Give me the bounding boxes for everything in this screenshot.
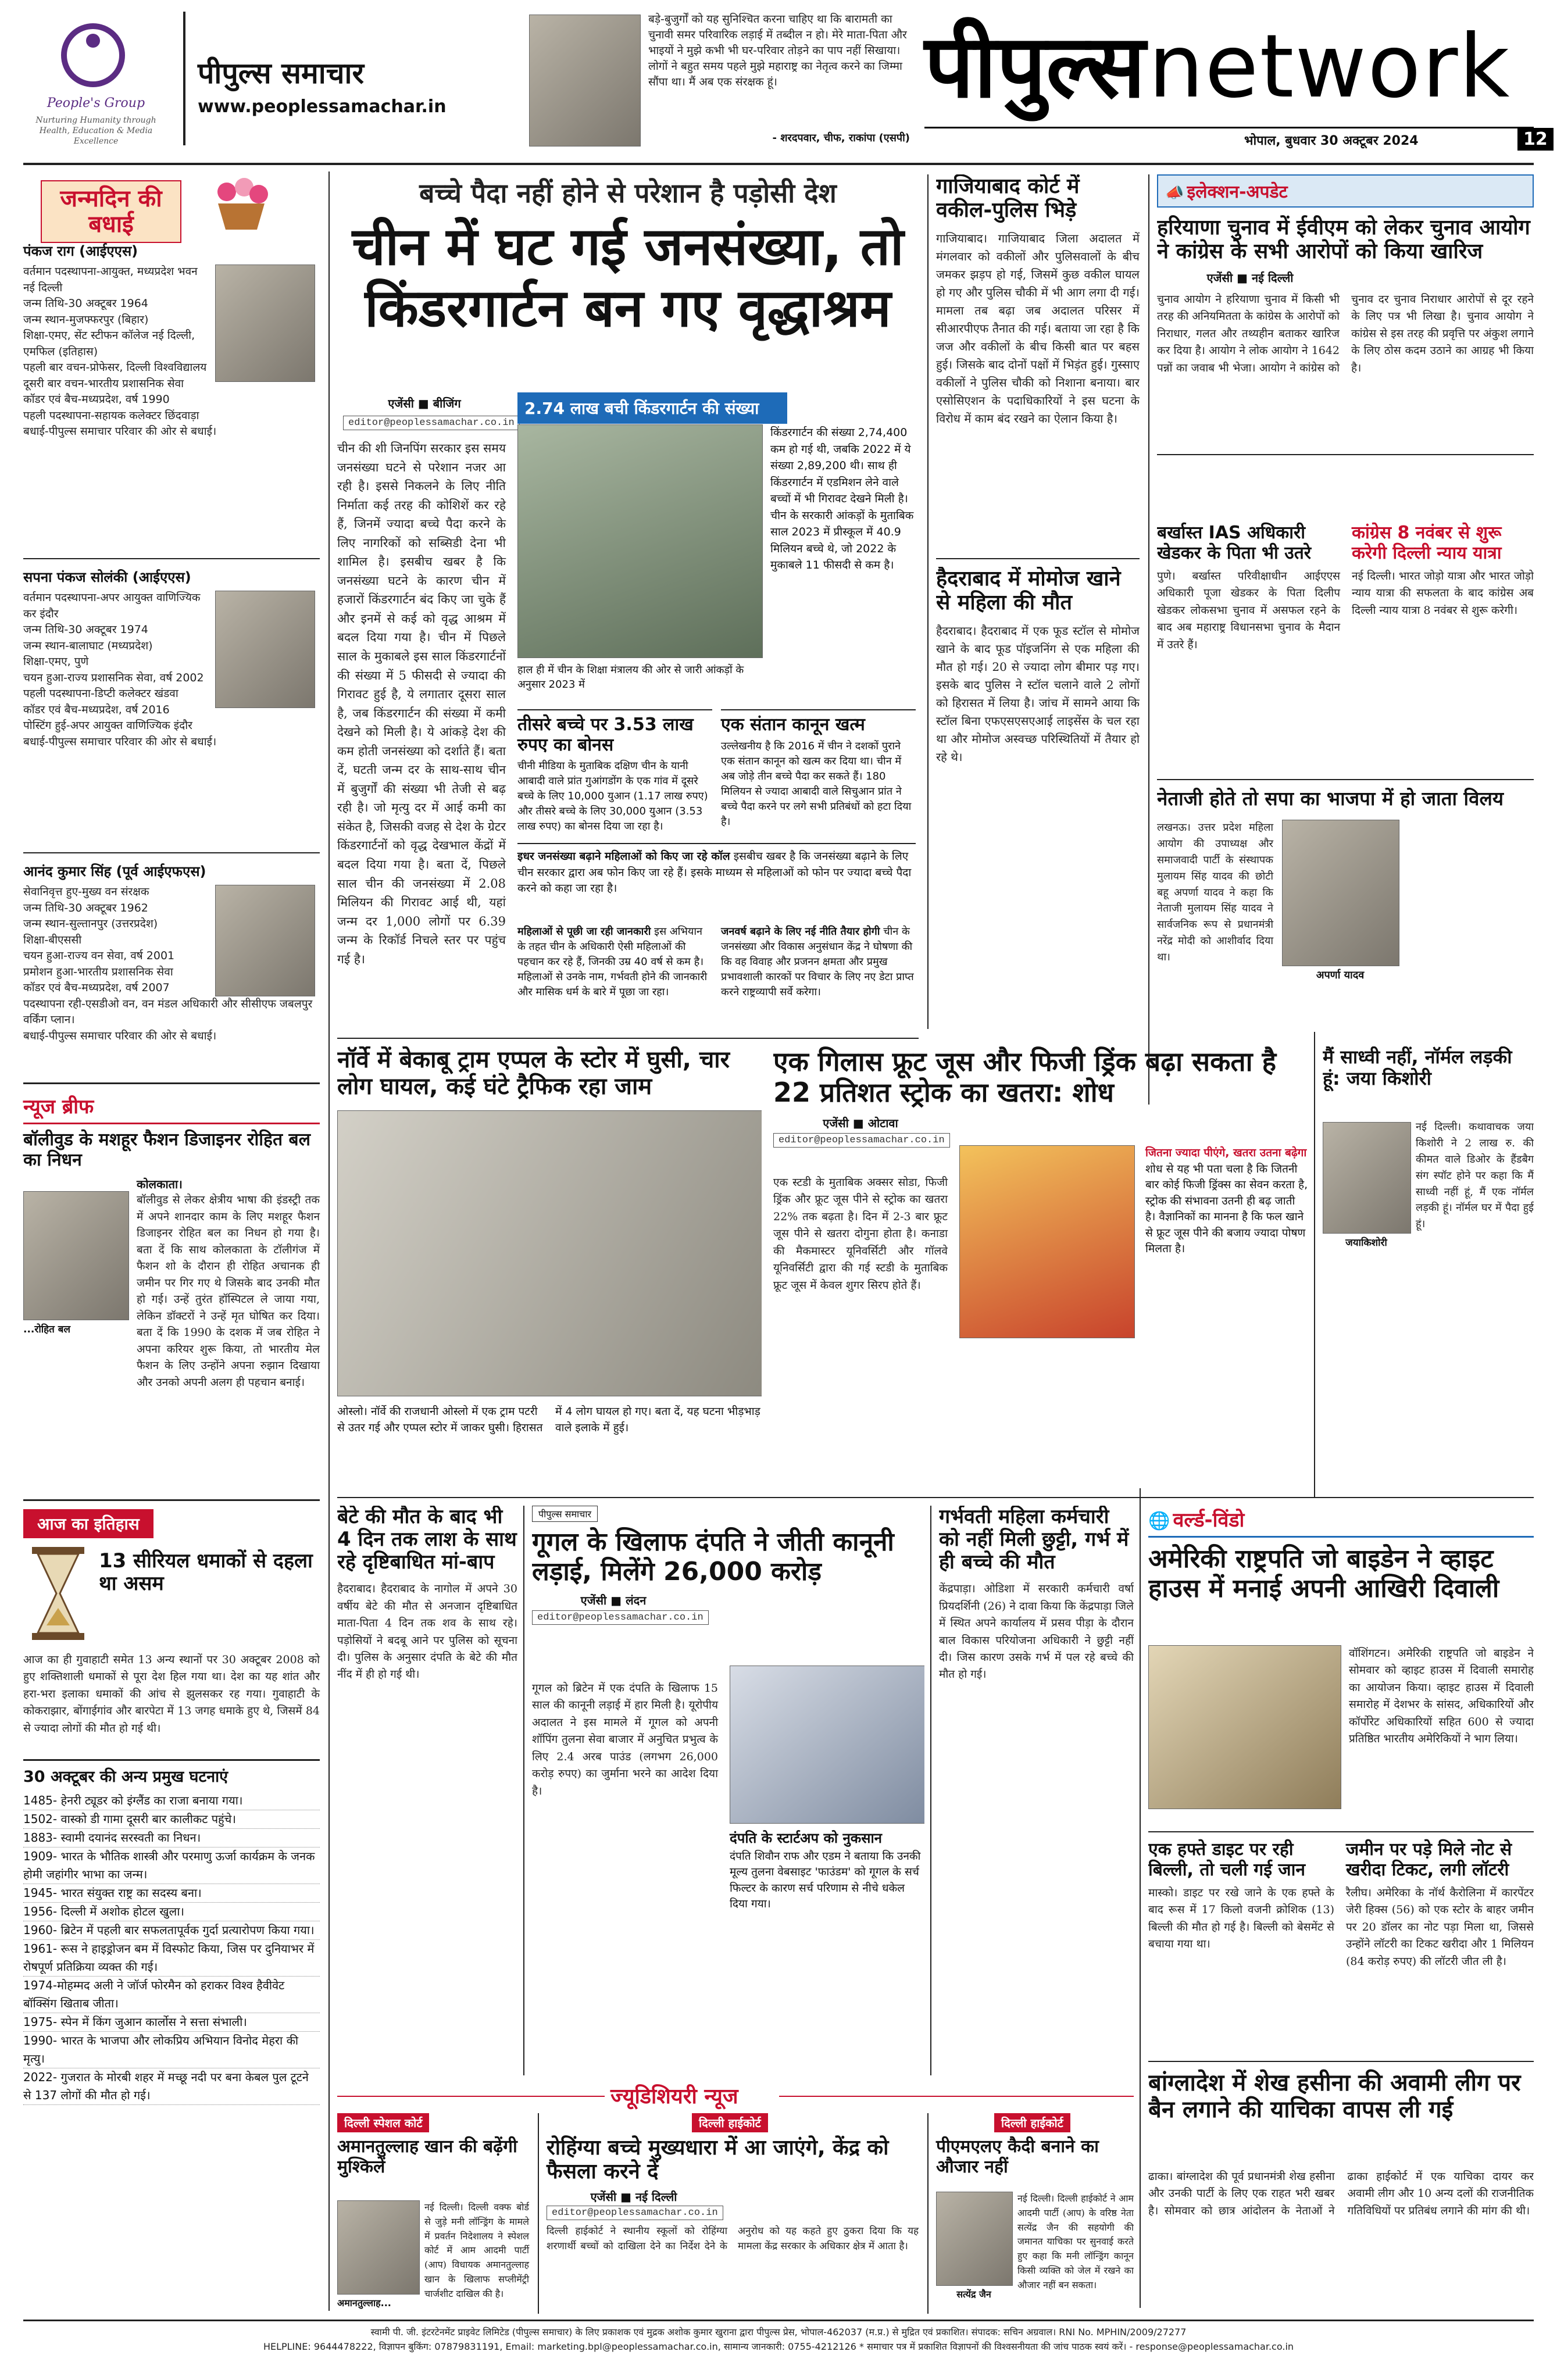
group-logo <box>23 12 169 151</box>
title-hindi: पीपुल्स <box>924 16 1146 117</box>
kishori-body: नई दिल्ली। कथावाचक जया किशोरी ने 2 लाख रु. की कीमत वाले डिओर के हैंडबैग संग स्पॉट होने पर कहा कि मैं साध्वी नहीं हूं, मैं एक नॉर्मल लड़की हूं। नॉर्मल घर में पैदा हुई हूं। <box>1416 1121 1534 1231</box>
sub1-title: तीसरे बच्चे पर 3.53 लाख रुपए का बोनस <box>517 714 694 755</box>
lottery-story <box>1346 1840 1534 1970</box>
event-item: 1974-मोहम्मद अली ने जॉर्ज फोरमैन को हराकर विश्व हैवीवेट बॉक्सिंग खिताब जीता। <box>23 1977 320 2013</box>
biden-diwali-photo <box>1148 1645 1341 1809</box>
globe-icon: 🌐 <box>1148 1511 1170 1531</box>
china-kicker: बच्चे पैदा नहीं होने से परेशान है पड़ोसी देश <box>419 177 837 209</box>
google-byline: एजेंसी ■ लंदन <box>580 1593 647 1608</box>
pregnant-story <box>939 1506 1134 2075</box>
google-headline: गूगल के खिलाफ दंपति ने जीती कानूनी लड़ाई, मिलेंगे 26,000 करोड़ <box>532 1527 894 1586</box>
event-item: 1485- हेनरी ट्यूडर को इंग्लैंड का राजा बनाया गया। <box>23 1792 320 1810</box>
world-title: वर्ल्ड-विंडो <box>1173 1509 1245 1532</box>
detail-line: जन्म स्थान-बालाघाट (मध्यप्रदेश) <box>23 639 153 652</box>
ghaziabad-story <box>936 174 1140 552</box>
election-sub2-title: कांग्रेस 8 नवंबर से शुरू करेगी दिल्ली न्याय यात्रा <box>1352 523 1502 563</box>
col-b <box>721 924 916 1000</box>
election-sub1-title: बर्खास्त IAS अधिकारी खेडकर के पिता भी उतरे <box>1157 523 1312 563</box>
paper-small-logo <box>198 52 517 117</box>
detail-line: शिक्षा-बीएससी <box>23 933 82 946</box>
detail-line: सेवानिवृत्त हुए-मुख्य वन संरक्षक <box>23 885 149 898</box>
china-headline: चीन में घट गई जनसंख्या, तो किंडरगार्टन बन गए वृद्धाश्रम <box>352 216 904 340</box>
col-a-title: महिलाओं से पूछी जा रही जानकारी <box>517 925 651 938</box>
google-story <box>532 1506 924 2075</box>
world-title-bar <box>1148 1506 1534 1538</box>
china-body: चीन की शी जिनपिंग सरकार इस समय जनसंख्या घटने से परेशान नजर आ रही है। इससे निकलने के लिए नीति निर्माता कई तरह की कोशिशें कर रहे हैं, जिनमें ज्यादा बच्चे पैदा करने के लिए नागरिकों को सब्सिडी देना भी शामिल है। इसबीच खबर है कि जनसंख्या घटने के कारण चीन में हजारों किंडरगार्टन बंद किए जा चुके हैं और इनमें से कई को वृद्ध आश्रम में बदल दिया गया है। चीन में पिछले साल के मुकाबले इस साल किंडरगार्टनों की संख्या में 5 फीसदी से ज्यादा की गिरावट हुई है, ये लगातार दूसरा साल है, जब किंडरगार्टन की संख्या में कमी देखने को मिली है। ये आंकड़े देश की कम होती जनसंख्या को दर्शाते हैं। बता दें, घटती जन्म दर के साथ-साथ चीन में बुजुर्गों की संख्या भी तेजी से बढ़ रही है। जो मृत्यु दर में आई कमी का संकेत है, जिसकी वजह से देश के ग्रेटर किंडरगार्टनों को वृद्ध देखभाल केंद्रों में बदल दिया गया है। बता दें, पिछले साल चीन की जनसंख्या में 2.08 मिलियन की गिरावट आई थी, यहां जन्म दर 1,000 लोगों पर 6.39 जन्म के रिकॉर्ड निचले स्तर पर पहुंच गई है। <box>337 441 506 966</box>
world-section <box>1148 1506 1534 2314</box>
google-caption <box>730 1828 924 1913</box>
flower-basket-icon <box>209 174 273 233</box>
footer-line-2: HELPLINE: 9644478222, विज्ञापन बुकिंग: 07879831191, Email: marketing.bpl@peoplessamachar.co.in, सामान्य जानकारी: 0755-4212126 * समाचार पत्र में प्रकाशित विज्ञापनों की विश्वसनीयता की जांच पाठक स्वयं करें। - response@peoplessamachar.co.in <box>263 2340 1294 2352</box>
event-item: 1975- स्पेन में किंग जुआन कार्लोस ने सत्ता संभाली। <box>23 2013 320 2032</box>
sub2-box <box>721 709 916 832</box>
detail-line: कॉडर एवं बैच-मध्यप्रदेश, वर्ष 1990 <box>23 393 170 406</box>
footer-line-1: स्वामी पी. जी. इंटरटेनमेंट प्राइवेट लिमिटेड (पीपुल्स समाचार) के लिए प्रकाशक एवं मुद्रक अशोक कुमार खुराना द्वारा पीपुल्स प्रेस, भोपाल-462037 (म.प्र.) से मुद्रित एवं प्रकाशित। संपादक: सचिन अग्रवाल। RNI No. MPHIN/2009/27277 <box>370 2327 1187 2338</box>
election-sub2-body: नई दिल्ली। भारत जोड़ो यात्रा और भारत जोड़ो न्याय यात्रा की सफलता के बाद कांग्रेस अब दिल्ली न्याय यात्रा 8 नवंबर से शुरू करेगी। <box>1352 570 1534 617</box>
event-item: 1990- भारत के भाजपा और लोकप्रिय अभियान विनोद मेहरा की मृत्यु। <box>23 2032 320 2068</box>
juice-byline: एजेंसी ■ ओटावा <box>823 1116 898 1130</box>
group-tagline: Nurturing Humanity through Health, Education & Media Excellence <box>35 116 156 146</box>
c2-email: editor@peoplessamachar.co.in <box>547 2206 723 2220</box>
google-label: पीपुल्स समाचार <box>532 1506 598 1522</box>
world-body: वॉशिंगटन। अमेरिकी राष्ट्रपति जो बाइडेन ने सोमवार को व्हाइट हाउस में दिवाली समारोह का आयोजन किया। व्हाइट हाउस में दिवाली समारोह में देशभर के सांसद, अधिकारियों और कॉर्पोरेट अधिकारियों सहित 600 से ज्यादा प्रतिष्ठित भारतीय अमेरिकियों ने भाग लिया। <box>1349 1647 1534 1746</box>
calls-strip-body: इसबीच खबर है कि जनसंख्या बढ़ाने के लिए चीन सरकार द्वारा अब फोन किए जा रहे हैं। इसके माध्यम से महिलाओं को फोन पर ज्यादा बच्चे पैदा करने को कहा जा रहा है। <box>517 850 912 895</box>
detail-line: कॉडर एवं बैच-मध्यप्रदेश, वर्ष 2007 <box>23 981 170 995</box>
google-caption-body: दंपति शिवौन राफ और एडम ने बताया कि उनकी मूल्य तुलना वेबसाइट 'फाउंडम' को गूगल के सर्च फिल्टर के कारण सर्च परिणाम से नीचे धकेल दिया गया। <box>730 1849 921 1911</box>
china-story <box>337 174 919 1029</box>
megaphone-icon: 📣 <box>1165 184 1184 202</box>
lottery-body: रैलीघ। अमेरिका के नॉर्थ कैरोलिना में कारपेंटर जेरी हिक्स (56) को एक स्टोर के बाहर जमीन पर 20 डॉलर का नोट पड़ा मिला था, जिससे उन्होंने लॉटरी का टिकट खरीदा और 1 मिलियन (84 करोड़ रुपए) की लॉटरी जीत ली है। <box>1346 1886 1534 1968</box>
sub1-box <box>517 709 712 832</box>
event-item: 1502- वास्को डी गामा दूसरी बार कालीकट पहुंचे। <box>23 1810 320 1829</box>
detail-line: बधाई-पीपुल्स समाचार परिवार की ओर से बधाई। <box>23 735 217 748</box>
hyderabad-body: हैदराबाद। हैदराबाद में एक फूड स्टॉल से मोमोज खाने के बाद फूड पॉइजनिंग से एक महिला की मौत हो गई। 20 से ज्यादा लोग बीमार पड़ गए। इसके बाद पुलिस ने स्टॉल चलाने वाले 2 लोगों को हिरासत में लिया है। जांच में सामने आया कि स्टॉल बिना एफएसएसएआई लाइसेंस के चल रहा था और मोमोज अस्वच्छ परिस्थितियों में तैयार हो रहे थे। <box>936 623 1140 764</box>
c1-body: नई दिल्ली। दिल्ली वक्फ बोर्ड से जुड़े मनी लॉन्ड्रिंग के मामले में प्रवर्तन निदेशालय ने स्पेशल कोर्ट में आम आदमी पार्टी (आप) विधायक अमानतुल्लाह खान के खिलाफ सप्लीमेंट्री चार्जशीट दाखिल की है। <box>424 2202 529 2299</box>
kishori-headline: मैं साध्वी नहीं, नॉर्मल लड़की हूं: जया किशोरी <box>1323 1046 1512 1089</box>
detail-line: प्रमोशन हुआ-भारतीय प्रशासनिक सेवा <box>23 965 173 978</box>
events-list <box>23 1792 320 2105</box>
juice-story <box>773 1046 1308 1488</box>
detail-line: जन्म तिथि-30 अक्टूबर 1964 <box>23 297 148 310</box>
birthday-person-3 <box>23 862 320 1082</box>
lottery-headline: जमीन पर पड़े मिले नोट से खरीदा टिकट, लगी लॉटरी <box>1346 1839 1512 1880</box>
parents-story <box>337 1506 517 2075</box>
juice-side-title: जितना ज्यादा पीएंगे, खतरा उतना बढ़ेगा <box>1145 1146 1307 1159</box>
event-item: 2022- गुजरात के मोरबी शहर में मच्छू नदी पर बना केबल पुल टूटने से 137 लोगों की मौत हो गई। <box>23 2068 320 2105</box>
tram-headline: नॉर्वे में बेकाबू ट्राम एप्पल के स्टोर में घुसी, चार लोग घायल, कई घंटे ट्रैफिक रहा जाम <box>337 1046 730 1100</box>
c1-caption: अमानतुल्लाह... <box>337 2297 391 2308</box>
ghaziabad-body: गाजियाबाद। गाजियाबाद जिला अदालत में मंगलवार को वकीलों और पुलिसवालों के बीच जमकर झड़प हो गई, जिसमें कुछ वकील घायल हो गए और पुलिस चौकी में भी आग लगा दी गई। मामला तब बढ़ा जब अदालत परिसर में सीआरपीएफ तैनात की गई। बताया जा रहा है कि जज और वकीलों के बीच किसी बात पर बहस हुई। जिसके बाद दोनों पक्षों में भिड़ंत हुई। गुस्साए वकीलों ने पुलिस चौकी को निशाना बनाया। बार एसोसिएशन के पदाधिकारियों ने इस घटना के विरोध में काम बंद रखने का ऐलान किया है। <box>936 231 1140 426</box>
china-infobox-title: 2.74 लाख बची किंडरगार्टन की संख्या <box>517 392 787 424</box>
quote-box <box>529 12 913 151</box>
google-caption-title: दंपति के स्टार्टअप को नुकसान <box>730 1830 882 1846</box>
paper-small-title: पीपुल्स समाचार <box>198 56 364 90</box>
parents-body: हैदराबाद। हैदराबाद के नागोल में अपने 30 वर्षीय बेटे की मौत से अनजान दृष्टिबाधित माता-पिता 4 दिन तक शव के साथ रहे। पड़ोसियों ने बदबू आने पर पुलिस को सूचना दी। पुलिस के अनुसार दंपति के बेटे की मौत नींद में ही हो गई थी। <box>337 1582 517 1681</box>
c3-caption: सत्येंद्र जैन <box>956 2289 991 2300</box>
col-b-title: जनवर्ष बढ़ाने के लिए नई नीति तैयार होगी <box>721 925 880 938</box>
tram-photo <box>337 1110 762 1396</box>
c3-body: नई दिल्ली। दिल्ली हाईकोर्ट ने आम आदमी पार्टी (आप) के वरिष्ठ नेता सत्येंद्र जैन की सहयोगी की जमानत याचिका पर सुनवाई करते हुए कहा कि मनी लॉन्ड्रिंग कानून किसी व्यक्ति को जेल में रखने का औजार नहीं बन सकता। <box>1017 2193 1134 2290</box>
news-brief <box>23 1092 320 1499</box>
news-brief-title: न्यूज ब्रीफ <box>23 1092 320 1124</box>
person-name: पंकज राग (आईएएस) <box>23 243 138 259</box>
event-item: 1960- ब्रिटेन में पहली बार सफलतापूर्वक गुर्दा प्रत्यारोपण किया गया। <box>23 1921 320 1940</box>
detail-line: दूसरी बार वचन-भारतीय प्रशासनिक सेवा <box>23 377 184 390</box>
cat-body: मास्को। डाइट पर रखे जाने के एक हफ्ते के बाद रूस में 17 किलो वजनी क्रोशिक (13) बिल्ली की मौत हो गई है। बिल्ली को बेसमेंट से बचाया गया था। <box>1148 1886 1334 1951</box>
detail-line: बधाई-पीपुल्स समाचार परिवार की ओर से बधाई। <box>23 1029 217 1042</box>
china-infobox-text: किंडरगार्टन की संख्या 2,74,400 कम हो गई थी, जबकि 2022 में ये संख्या 2,89,200 थी। साथ ही किंडरगार्टन में एडमिशन लेने वाले बच्चों में भी गिरावट देखने मिली है। चीन के सरकारी आंकड़ों के मुताबिक साल 2023 में प्रीस्कूल में 40.9 मिलियन बच्चे थे, जो 2022 के मुकाबले 11 फीसदी से कम है। <box>770 426 914 571</box>
c3-headline: पीएमएलए कैदी बनाने का औजार नहीं <box>936 2136 1099 2177</box>
hyderabad-headline: हैदराबाद में मोमोज खाने से महिला की मौत <box>936 567 1121 615</box>
judiciary-title: ज्यूडिशियरी न्यूज <box>610 2085 738 2109</box>
history-body: आज का ही गुवाहाटी समेत 13 अन्य स्थानों पर 30 अक्टूबर 2008 को हुए शक्तिशाली धमाकों से पूरा देश हिल गया था। देश का यह शांत और हरा-भरा इलाका धमाकों की आंच से झुलसकर रह गया। गुवाहाटी के कोकराझार, बोंगाईगांव और बारपेटा में 13 जगह धमाके हुए थे, जिसमें 84 से ज्यादा लोगों की मौत हो गई थी। <box>23 1653 320 1735</box>
history-headline: 13 सीरियल धमाकों से दहला था असम <box>99 1549 313 1596</box>
detail-line: जन्म स्थान-मुजफ्फरपुर (बिहार) <box>23 313 149 326</box>
juice-side-box <box>1145 1145 1308 1257</box>
pregnant-body: केंद्रपाड़ा। ओडिशा में सरकारी कर्मचारी वर्षा प्रियदर्शिनी (26) ने दावा किया कि केंद्रपाड़ा जिले में स्थित अपने कार्यालय में प्रसव पीड़ा के दौरान बाल विकास परियोजना अधिकारी ने छुट्टी नहीं दी। जिस कारण उसके गर्भ में पल रहे बच्चे की मौत हो गई। <box>939 1582 1134 1681</box>
google-office-photo <box>730 1666 924 1824</box>
judiciary-col-1 <box>337 2113 529 2308</box>
person-photo <box>215 265 315 382</box>
google-body: गूगल को ब्रिटेन में एक दंपति के खिलाफ 15 साल की कानूनी लड़ाई में हार मिली है। यूरोपीय अदालत ने इस मामले में गूगल को अपनी शॉपिंग तुलना सेवा बाजार में अनुचित प्रभुत्व के लिए 2.4 अरब पाउंड (लगभग 26,000 करोड़ रुपए) का जुर्माना भरने का आदेश दिया है। <box>532 1682 718 1797</box>
c2-byline: एजेंसी ■ नई दिल्ली <box>590 2189 677 2204</box>
footer <box>23 2325 1534 2372</box>
judiciary-col-2 <box>547 2113 919 2254</box>
c2-headline: रोहिंग्या बच्चे मुख्यधारा में आ जाएंगे, केंद्र को फैसला करने दें <box>547 2136 889 2184</box>
brief-headline: बॉलीवुड के मशहूर फैशन डिजाइनर रोहित बल का निधन <box>23 1130 310 1170</box>
election-sub1-body: पुणे। बर्खास्त परिवीक्षाधीन आईएएस अधिकारी पूजा खेडकर के पिता दिलीप खेडकर लोकसभा चुनाव में असफल रहने के बाद अब महाराष्ट्र विधानसभा चुनाव के मैदान में उतरे हैं। <box>1157 570 1340 651</box>
person-name: सपना पंकज सोलंकी (आईएएस) <box>23 569 191 585</box>
brief-photo-caption: ...रोहित बल <box>23 1324 71 1335</box>
birthday-person-1 <box>23 241 320 558</box>
quote-attribution: - शरदपवार, चीफ, राकांपा (एसपी) <box>772 132 910 144</box>
china-byline: एजेंसी ■ बीजिंग <box>388 396 461 410</box>
kishori-story <box>1323 1046 1534 1488</box>
birthday-header <box>23 171 320 238</box>
dateline: भोपाल, बुधवार 30 अक्टूबर 2024 <box>1244 134 1419 148</box>
col-b-body: चीन के जनसंख्या और विकास अनुसंधान केंद्र ने घोषणा की कि वह विवाह और प्रजनन क्षमता और प्रमुख प्रभावशाली कारकों पर विचार के लिए नए डेटा प्राप्त करने राष्ट्रव्यापी सर्वे करेगा। <box>721 925 914 999</box>
satyendra-jain-photo <box>936 2192 1013 2286</box>
hyderabad-story <box>936 567 1140 1026</box>
events-section <box>23 1768 320 2105</box>
judiciary-col-3 <box>936 2113 1134 2300</box>
calls-strip-title: इधर जनसंख्या बढ़ाने महिलाओं को किए जा रहे कॉल <box>517 850 730 863</box>
world-headline: अमेरिकी राष्ट्रपति जो बाइडेन ने व्हाइट हाउस में मनाई अपनी आखिरी दिवाली <box>1148 1544 1499 1603</box>
bangladesh-body: ढाका। बांग्लादेश की पूर्व प्रधानमंत्री शेख हसीना और उनकी पार्टी के लिए एक राहत भरी खबर है। सोमवार को छात्र आंदोलन के नेताओं ने ढाका हाईकोर्ट में एक याचिका दायर कर अवामी लीग और 10 अन्य दलों की राजनीतिक गतिविधियों पर प्रतिबंध लगाने की मांग की थी। <box>1148 2170 1534 2217</box>
newspaper-title <box>924 16 1534 128</box>
detail-line: चयन हुआ-राज्य प्रशासनिक सेवा, वर्ष 2002 <box>23 671 204 684</box>
c1-headline: अमानतुल्लाह खान की बढ़ेंगी मुश्किलें <box>337 2136 517 2177</box>
netaji-photo-caption: अपर्णा यादव <box>1316 969 1365 981</box>
juice-glasses-photo <box>959 1145 1135 1338</box>
birthday-person-2 <box>23 567 320 852</box>
history-section <box>23 1509 320 1759</box>
c3-label: दिल्ली हाईकोर्ट <box>994 2113 1070 2132</box>
brief-photo <box>23 1191 129 1320</box>
person-name: आनंद कुमार सिंह (पूर्व आईएफएस) <box>23 863 206 880</box>
juice-body: एक स्टडी के मुताबिक अक्सर सोडा, फिजी ड्रिंक और फ्रूट जूस पीने से स्ट्रोक का खतरा 22% तक बढ़ता है। दिन में 2-3 बार फ्रूट जूस पीने से खतरा दोगुना होता है। कनाडा की मैकमास्टर यूनिवर्सिटी और गॉलवे यूनिवर्सिटी द्वारा की गई स्टडी के मुताबिक फ्रूट जूस में केवल शुगर सिरप होते हैं। <box>773 1176 948 1292</box>
detail-line: शिक्षा-एमए, सेंट स्टीफन कॉलेज नई दिल्ली, एमफिल (इतिहास) <box>23 329 195 358</box>
birthday-title: जन्मदिन की बधाई <box>41 180 181 243</box>
detail-line: जन्म स्थान-सुल्तानपुर (उत्तरप्रदेश) <box>23 917 158 931</box>
detail-line: चयन हुआ-राज्य वन सेवा, वर्ष 2001 <box>23 949 175 963</box>
masthead <box>23 12 1548 157</box>
events-title: 30 अक्टूबर की अन्य प्रमुख घटनाएं <box>23 1768 228 1786</box>
election-title: इलेक्शन-अपडेट <box>1187 182 1288 202</box>
detail-line: वर्तमान पदस्थापना-आयुक्त, मध्यप्रदेश भवन नई दिल्ली <box>23 265 198 294</box>
elderly-people-photo <box>517 424 763 658</box>
title-english: network <box>1148 16 1511 117</box>
quote-text: बड़े-बुजुर्गों को यह सुनिश्चित करना चाहिए था कि बारामती का चुनावी समर परिवारिक लड़ाई में तब्दील न हो। मेरे माता-पिता और भाइयों ने मुझे कभी भी घर-परिवार तोड़ने का पाप नहीं सिखाया। लोगों ने बहुत समय पहले मुझे महाराष्ट्र का नेतृत्व करने का जिम्मा सौंपा था। मैं अब एक संरक्षक हूं। <box>648 13 907 88</box>
hourglass-icon <box>26 1544 90 1643</box>
event-item: 1909- भारत के भौतिक शास्त्री और परमाणु ऊर्जा कार्यक्रम के जनक होमी जहांगीर भाभा का जन्म। <box>23 1847 320 1884</box>
cat-story <box>1148 1840 1334 1953</box>
sidebar <box>23 171 320 2311</box>
google-email: editor@peoplessamachar.co.in <box>532 1610 709 1625</box>
event-item: 1956- दिल्ली में अशोक होटल खुला। <box>23 1903 320 1921</box>
cat-headline: एक हफ्ते डाइट पर रही बिल्ली, तो चली गई जान <box>1148 1839 1306 1880</box>
sub2-title: एक संतान कानून खत्म <box>721 714 865 735</box>
election-title-bar <box>1157 174 1534 208</box>
person-photo <box>215 591 315 708</box>
netaji-headline: नेताजी होते तो सपा का भाजपा में हो जाता विलय <box>1157 787 1504 810</box>
detail-line: पहली पदस्थापना-डिप्टी कलेक्टर खंडवा <box>23 687 178 701</box>
col-a-body: इस अभियान के तहत चीन के अधिकारी ऐसी महिलाओं की पहचान कर रहे हैं, जिनकी उम्र 40 वर्ष से कम है। महिलाओं से उनके नाम, गर्भवती होने की जानकारी और मासिक धर्म के बारे में पूछा जा रहा। <box>517 925 708 999</box>
netaji-body: लखनऊ। उत्तर प्रदेश महिला आयोग की उपाध्यक्ष और समाजवादी पार्टी के संस्थापक मुलायम सिंह यादव की छोटी बहू अपर्णा यादव ने कहा कि नेताजी मुलायम सिंह यादव ने सार्वजनिक रूप से प्रधानमंत्री नरेंद्र मोदी को आशीर्वाद दिया था। <box>1157 821 1273 964</box>
detail-line: पहली पदस्थापना-सहायक कलेक्टर छिंदवाड़ा <box>23 409 199 422</box>
peoples-group-logo-icon <box>58 20 128 90</box>
detail-line: शिक्षा-एमए, पुणे <box>23 655 89 669</box>
sub2-body: उल्लेखनीय है कि 2016 में चीन ने दशकों पुराने एक संतान कानून को खत्म कर दिया था। चीन में अब जोड़े तीन बच्चे पैदा कर सकते हैं। 180 मिलियन से ज्यादा आबादी वाले सिचुआन प्रांत ने बच्चे पैदा करने पर लगे सभी प्रतिबंधों को हटा दिया है। <box>721 739 912 828</box>
election-body: चुनाव आयोग ने हरियाणा चुनाव में किसी भी तरह की अनियमितता के कांग्रेस के आरोपों को निराधार, गलत और तथ्यहीन बताकर खारिज कर दिया है। आयोग ने लोक आयोग ने 1642 पन्नों का जवाब भी भेजा। आयोग ने कांग्रेस को चुनाव दर चुनाव निराधार आरोपों से दूर रहने के लिए पत्र भी लिखा है। चुनाव आयोग ने कांग्रेस से इस तरह की प्रवृत्ति पर अंकुश लगाने के लिए ठोस कदम उठाने का आग्रह भी किया है। <box>1157 292 1534 374</box>
history-title: आज का इतिहास <box>23 1509 153 1538</box>
election-sub1 <box>1157 523 1340 653</box>
parents-headline: बेटे की मौत के बाद भी 4 दिन तक लाश के साथ रहे दृष्टिबाधित मां-बाप <box>337 1506 517 1574</box>
detail-line: जन्म तिथि-30 अक्टूबर 1974 <box>23 623 148 637</box>
judiciary-section <box>337 2081 1134 2314</box>
detail-line: वर्तमान पदस्थापना-अपर आयुक्त वाणिज्यिक कर इंदौर <box>23 591 201 620</box>
juice-side-body: शोध से यह भी पता चला है कि जितनी बार कोई फिजी ड्रिंक्स का सेवन करता है, स्ट्रोक की संभावना उतनी ही बढ़ जाती है। वैज्ञानिकों का मानना है कि फल खाने से फ्रूट जूस पीने की बजाय ज्यादा पोषण मिलता है। <box>1145 1162 1308 1256</box>
detail-line: बधाई-पीपुल्स समाचार परिवार की ओर से बधाई। <box>23 425 217 438</box>
detail-line: पदस्थापना रही-एसडीओ वन, वन मंडल अधिकारी और सीसीएफ जबलपुर वर्किंग प्लान। <box>23 997 313 1027</box>
kishori-caption: जयाकिशोरी <box>1345 1237 1387 1249</box>
juice-email: editor@peoplessamachar.co.in <box>773 1133 950 1148</box>
tram-caption: ओस्लो। नॉर्वे की राजधानी ओस्लो में एक ट्राम पटरी से उतर गई और एप्पल स्टोर में जाकर घुसी। हिरासत में 4 लोग घायल हो गए। बता दें, यह घटना भीड़भाड़ वाले इलाके में हुई। <box>337 1405 760 1434</box>
amanatullah-photo <box>337 2200 420 2295</box>
china-email: editor@peoplessamachar.co.in <box>343 416 520 430</box>
page-number: 12 <box>1517 128 1554 151</box>
detail-line: पोस्टिंग हुई-अपर आयुक्त वाणिज्यिक इंदौर <box>23 719 192 732</box>
ghaziabad-headline: गाजियाबाद कोर्ट में वकील-पुलिस भिड़े <box>936 174 1080 223</box>
c2-label: दिल्ली हाईकोर्ट <box>692 2113 768 2132</box>
website[interactable]: www.peoplessamachar.in <box>198 97 447 117</box>
detail-line: कॉडर एवं बैच-मध्यप्रदेश, वर्ष 2016 <box>23 703 170 716</box>
sub1-body: चीनी मीडिया के मुताबिक दक्षिण चीन के यानी आबादी वाले प्रांत गुआंगडोंग के एक गांव में दूसरे बच्चे के लिए 10,000 युआन (1.17 लाख रुपए) और तीसरे बच्चे के लिए 30,000 युआन (3.53 लाख रुपए) का बोनस दिया जा रहा है। <box>517 760 708 833</box>
detail-line: पहली बार वचन-प्रोफेसर, दिल्ली विश्वविद्यालय <box>23 361 207 374</box>
c1-label: दिल्ली स्पेशल कोर्ट <box>337 2113 429 2132</box>
event-item: 1883- स्वामी दयानंद सरस्वती का निधन। <box>23 1829 320 1847</box>
juice-headline: एक गिलास फ्रूट जूस और फिजी ड्रिंक बढ़ा सकता है 22 प्रतिशत स्ट्रोक का खतरा: शोध <box>773 1046 1276 1108</box>
jaya-kishori-photo <box>1323 1122 1411 1234</box>
pregnant-headline: गर्भवती महिला कर्मचारी को नहीं मिली छुट्टी, गर्भ में ही बच्चे की मौत <box>939 1506 1129 1574</box>
detail-line: जन्म तिथि-30 अक्टूबर 1962 <box>23 901 148 914</box>
c2-body: दिल्ली हाईकोर्ट ने स्थानीय स्कूलों को रोहिंग्या शरणार्थी बच्चों को दाखिला देने का निर्देश देने के अनुरोध को यह कहते हुए ठुकरा दिया कि यह मामला केंद्र सरकार के अधिकार क्षेत्र में आता है। <box>547 2225 919 2253</box>
brief-city: कोलकाता। <box>137 1177 183 1191</box>
aparna-yadav-photo <box>1282 820 1399 966</box>
brief-body: बॉलीवुड से लेकर क्षेत्रीय भाषा की इंडस्ट्री तक में अपने शानदार काम के लिए मशहूर फैशन डिजाइनर रोहित बल का निधन हो गया है। बता दें कि साथ कोलकाता के टॉलीगंज में फैशन शो के दौरान ही रोहित अचानक ही जमीन पर गिर गए थे जिसके बाद उनकी मौत हो गई। उन्हें तुरंत हॉस्पिटल ले जाया गया, लेकिन डॉक्टरों ने उन्हें मृत घोषित कर दिया। बता दें कि 1990 के दशक में जब रोहित ने अपना करियर शुरू किया, तो भारतीय मेल फैशन के लिए उन्होंने अपना रुझान दिखाया और उनको अपनी अलग ही पहचान बनाई। <box>137 1193 320 1389</box>
election-byline: एजेंसी ■ नई दिल्ली <box>1206 270 1294 285</box>
person-photo <box>215 885 315 996</box>
bangladesh-headline: बांग्लादेश में शेख हसीना की अवामी लीग पर बैन लगाने की याचिका वापस ली गई <box>1148 2070 1521 2123</box>
event-item: 1961- रूस ने हाइड्रोजन बम में विस्फोट किया, जिस पर दुनियाभर में रोषपूर्ण प्रतिक्रिया व्यक्त की गई। <box>23 1940 320 1977</box>
election-section <box>1157 174 1534 1023</box>
tram-story <box>337 1046 762 1488</box>
china-photo-caption: हाल ही में चीन के शिक्षा मंत्रालय की ओर से जारी आंकड़ों के अनुसार 2023 में <box>517 664 744 691</box>
calls-strip <box>517 843 916 897</box>
group-logo-text: People's Group <box>47 96 145 110</box>
event-item: 1945- भारत संयुक्त राष्ट्र का सदस्य बना। <box>23 1884 320 1903</box>
col-a <box>517 924 712 1000</box>
election-sub2 <box>1352 523 1534 619</box>
election-headline: हरियाणा चुनाव में ईवीएम को लेकर चुनाव आयोग ने कांग्रेस के सभी आरोपों को किया खारिज <box>1157 216 1530 264</box>
quote-author-photo <box>529 15 641 146</box>
